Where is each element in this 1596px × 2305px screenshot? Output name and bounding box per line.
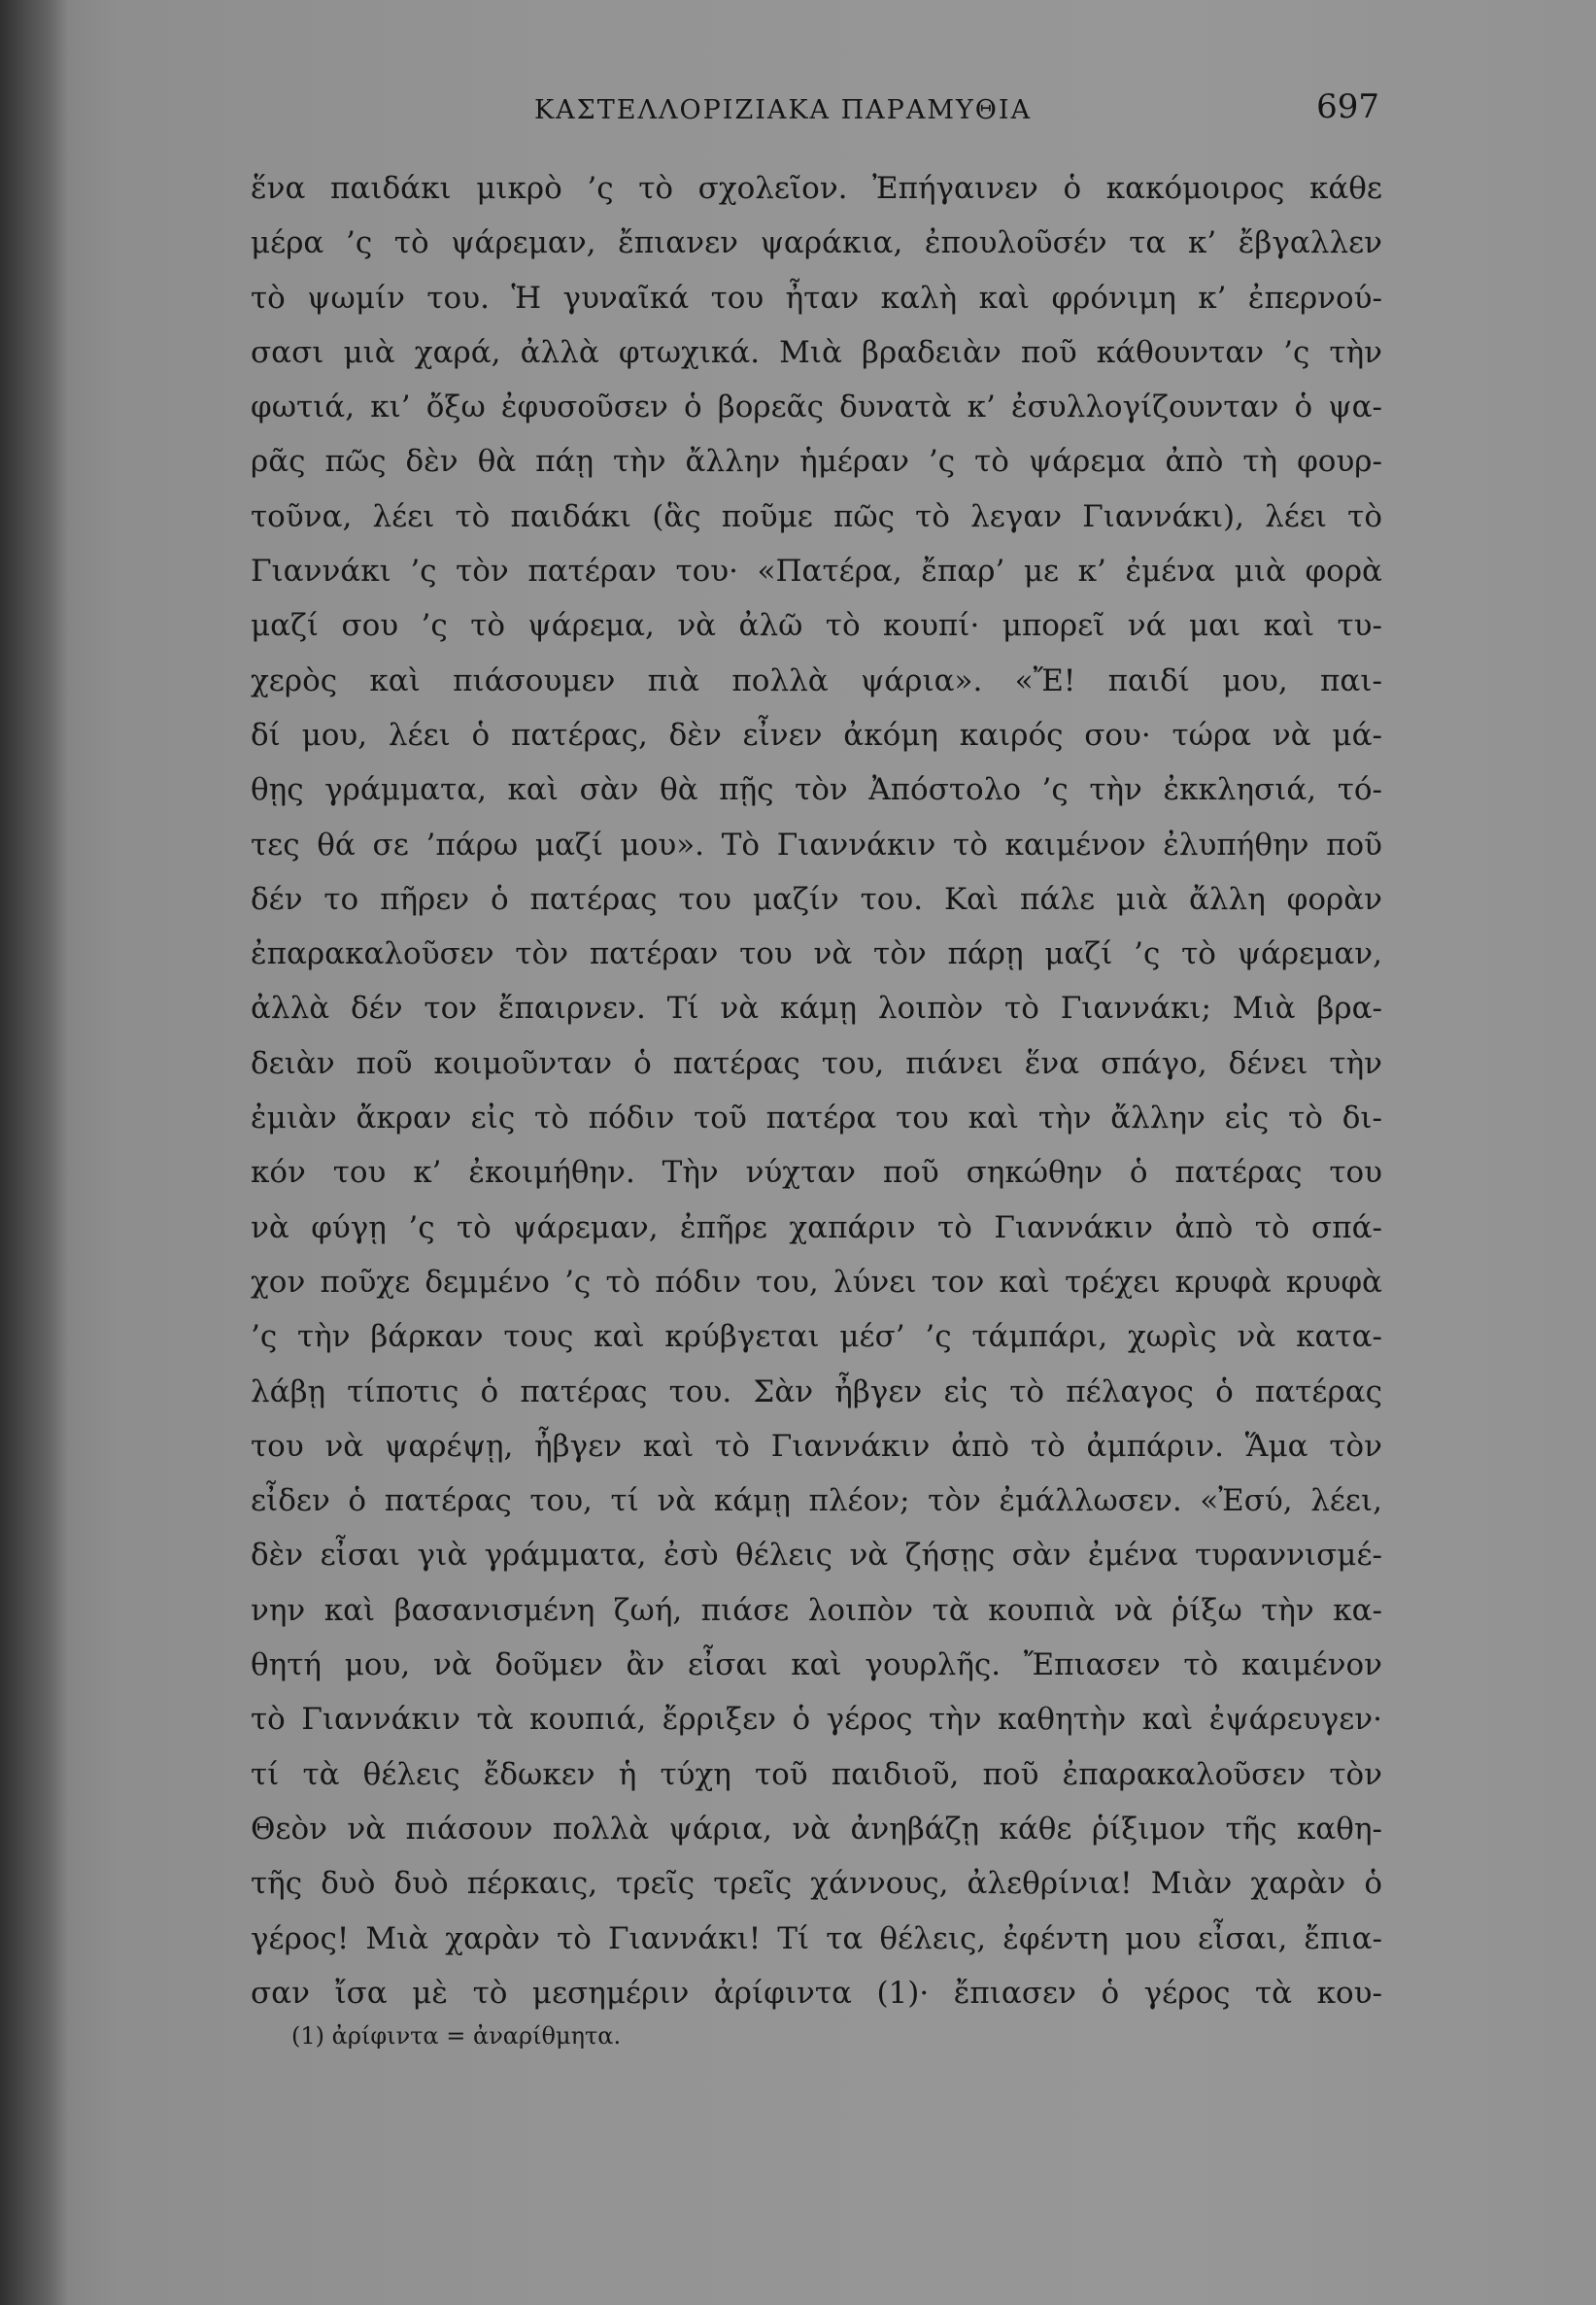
text-line: τὸ Γιαννάκιν τὰ κουπιά, ἔρριξεν ὁ γέρος τὴν καθητὴν καὶ ἐψάρευγεν· (251, 1702, 1382, 1738)
text-line: δί μου, λέει ὁ πατέρας, δὲν εἶνεν ἀκόμη καιρός σου· τώρα νὰ μά- (251, 717, 1382, 753)
text-line: μέρα ’ς τὸ ψάρεμαν, ἔπιανεν ψαράκια, ἐπουλοῦσέν τα κ’ ἔβγαλλεν (251, 225, 1382, 261)
text-line: νὰ φύγῃ ’ς τὸ ψάρεμαν, ἐπῆρε χαπάριν τὸ Γιαννάκιν ἀπὸ τὸ σπά- (251, 1209, 1382, 1245)
text-line: φωτιά, κι’ ὄξω ἐφυσοῦσεν ὁ βορεᾶς δυνατὰ κ’ ἐσυλλογίζουνταν ὁ ψα- (251, 390, 1382, 425)
text-line: τῆς δυὸ δυὸ πέρκαις, τρεῖς τρεῖς χάννους, ἀλεθρίνια! Μιὰν χαρὰν ὁ (251, 1866, 1382, 1902)
text-line: Γιαννάκι ’ς τὸν πατέραν του· «Πατέρα, ἔπαρ’ με κ’ ἐμένα μιὰ φορὰ (251, 554, 1382, 590)
text-line: ἀλλὰ δέν τον ἔπαιρνεν. Τί νὰ κάμῃ λοιπὸν τὸ Γιαννάκι; Μιὰ βρα- (251, 991, 1382, 1027)
text-line: λάβῃ τίποτις ὁ πατέρας του. Σὰν ἦβγεν εἰς τὸ πέλαγος ὁ πατέρας (251, 1373, 1382, 1409)
text-line: του νὰ ψαρέψῃ, ἦβγεν καὶ τὸ Γιαννάκιν ἀπὸ τὸ ἀμπάριν. Ἅμα τὸν (251, 1428, 1382, 1464)
text-line: σασι μιὰ χαρά, ἀλλὰ φτωχικά. Μιὰ βραδειὰν ποῦ κάθουνταν ’ς τὴν (251, 334, 1382, 370)
text-line: μαζί σου ’ς τὸ ψάρεμα, νὰ ἀλῶ τὸ κουπί· μπορεῖ νά μαι καὶ τυ- (251, 608, 1382, 644)
text-line: ἕνα παιδάκι μικρὸ ’ς τὸ σχολεῖον. Ἐπήγαινεν ὁ κακόμοιρος κάθε (251, 171, 1382, 206)
text-line: γέρος! Μιὰ χαρὰν τὸ Γιαννάκι! Τί τα θέλεις, ἐφέντη μου εἶσαι, ἔπια- (251, 1920, 1382, 1956)
text-line: κόν του κ’ ἐκοιμήθην. Τὴν νύχταν ποῦ σηκώθην ὁ πατέρας του (251, 1155, 1382, 1191)
text-line: δὲν εἶσαι γιὰ γράμματα, ἐσὺ θέλεις νὰ ζήσῃς σὰν ἐμένα τυραννισμέ- (251, 1538, 1382, 1574)
text-line: ἐμιὰν ἄκραν εἰς τὸ πόδιν τοῦ πατέρα του καὶ τὴν ἄλλην εἰς τὸ δι- (251, 1101, 1382, 1136)
text-line: δειὰν ποῦ κοιμοῦνταν ὁ πατέρας του, πιάνει ἕνα σπάγο, δένει τὴν (251, 1045, 1382, 1081)
text-line: ἐπαρακαλοῦσεν τὸν πατέραν του νὰ τὸν πάρῃ μαζί ’ς τὸ ψάρεμαν, (251, 936, 1382, 972)
text-line: εἶδεν ὁ πατέρας του, τί νὰ κάμῃ πλέον; τὸν ἐμάλλωσεν. «Ἐσύ, λέει, (251, 1483, 1382, 1519)
body-text (251, 161, 1382, 2020)
book-spine-shadow (0, 0, 68, 2305)
text-line: τες θά σε ’πάρω μαζί μου». Τὸ Γιαννάκιν τὸ καιμένον ἐλυπήθην ποῦ (251, 827, 1382, 863)
text-line: νην καὶ βασανισμένη ζωή, πιάσε λοιπὸν τὰ κουπιὰ νὰ ῥίξω τὴν κα- (251, 1592, 1382, 1628)
footnote: (1) ἀρίφιντα = ἀναρίθμητα. (291, 2022, 622, 2051)
text-line: ’ς τὴν βάρκαν τους καὶ κρύβγεται μέσ’ ’ς τάμπάρι, χωρὶς νὰ κατα- (251, 1319, 1382, 1355)
text-line: χον ποῦχε δεμμένο ’ς τὸ πόδιν του, λύνει τον καὶ τρέχει κρυφὰ κρυφὰ (251, 1264, 1382, 1300)
text-line: σαν ἴσα μὲ τὸ μεσημέριν ἀρίφιντα (1)· ἔπιασεν ὁ γέρος τὰ κου- (251, 1975, 1382, 2011)
text-line: ρᾶς πῶς δὲν θὰ πάῃ τὴν ἄλλην ἡμέραν ’ς τὸ ψάρεμα ἀπὸ τὴ φουρ- (251, 444, 1382, 480)
text-line: τοῦνα, λέει τὸ παιδάκι (ἃς ποῦμε πῶς τὸ λεγαν Γιαννάκι), λέει τὸ (251, 498, 1382, 534)
text-line: χερὸς καὶ πιάσουμεν πιὰ πολλὰ ψάρια». «Ἔ! παιδί μου, παι- (251, 662, 1382, 698)
running-title: ΚΑΣΤΕΛΛΟΡΙΖΙΑΚΑ ΠΑΡΑΜΥΘΙΑ (534, 95, 1033, 125)
text-line: θητή μου, νὰ δοῦμεν ἂν εἶσαι καὶ γουρλῆς. Ἔπιασεν τὸ καιμένον (251, 1647, 1382, 1683)
text-line: τί τὰ θέλεις ἔδωκεν ἡ τύχη τοῦ παιδιοῦ, ποῦ ἐπαρακαλοῦσεν τὸν (251, 1756, 1382, 1792)
text-line: τὸ ψωμίν του. Ἡ γυναῖκά του ἦταν καλὴ καὶ φρόνιμη κ’ ἐπερνού- (251, 280, 1382, 316)
text-line: θῃς γράμματα, καὶ σὰν θὰ πῇς τὸν Ἀπόστολο ’ς τὴν ἐκκλησιά, τό- (251, 772, 1382, 808)
text-line: δέν το πῆρεν ὁ πατέρας του μαζίν του. Καὶ πάλε μιὰ ἄλλη φορὰν (251, 881, 1382, 917)
page-header (243, 87, 1379, 136)
text-line: Θεὸν νὰ πιάσουν πολλὰ ψάρια, νὰ ἀνηβάζῃ κάθε ῥίξιμον τῆς καθη- (251, 1811, 1382, 1847)
page-number: 697 (1316, 87, 1379, 126)
